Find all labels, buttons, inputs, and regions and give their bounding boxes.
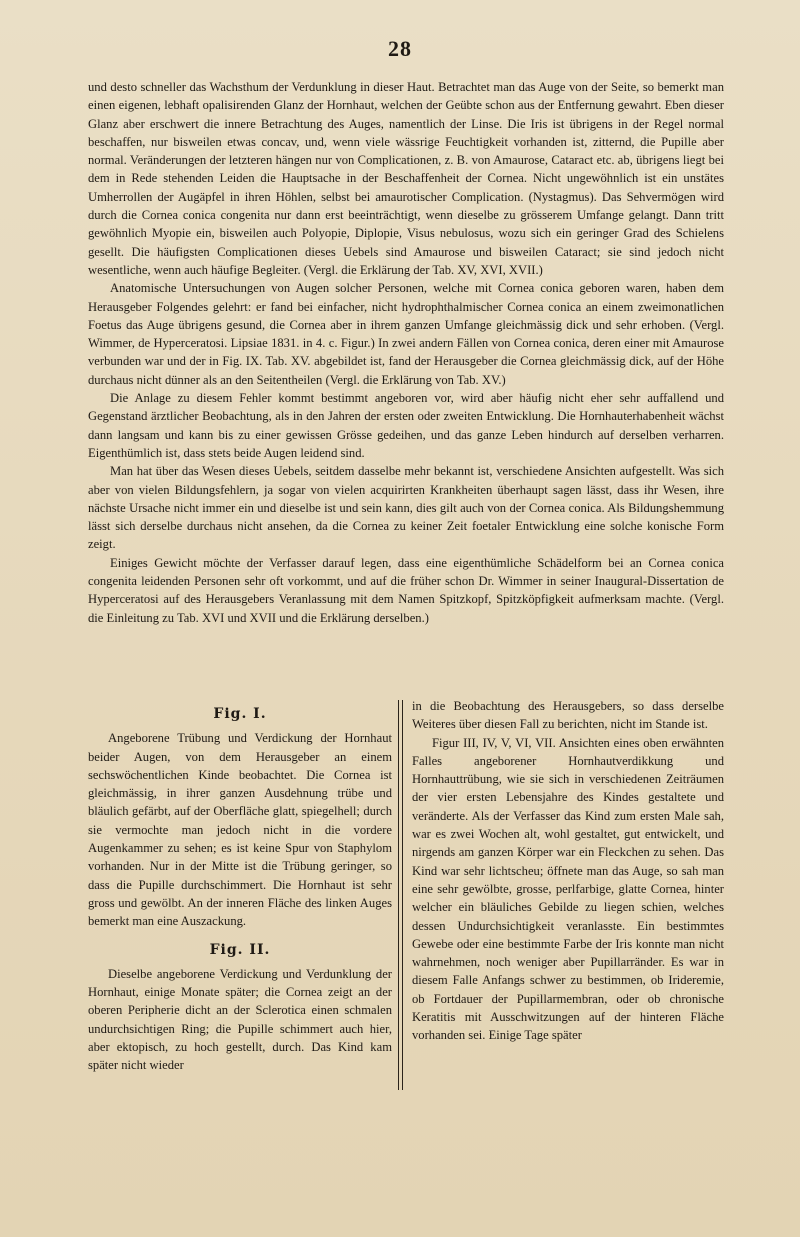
intro-paragraph: Einiges Gewicht möchte der Verfasser darauf legen, dass eine eigenthümliche Schädelform bei an Cornea conica congenita leidenden Personen sehr oft vorkommt, und auf die früher schon Dr. Wimmer in seiner Inaugural-Dissertation de Hyperceratosi auf des Herausgebers Veranlassung mit dem Namen Spitzkopf, Spitzköpfigkeit aufmerksam machte. (Vergl. die Einleitung zu Tab. XVI und XVII und die Erklärung derselben.) bbox=[88, 555, 724, 625]
fig-3-7-description: Figur III, IV, V, VI, VII. Ansichten eines oben erwähnten Falles angeborener Hornhautverdikkung und Hornhauttrübung, wie sie sich in verschiedenen Zeiträumen der vier ersten Lebensjahre des Kindes gestaltete und veränderte. Als der Verfasser das Kind zum ersten Male sah, war es zwei Wochen alt, wohl gestaltet, gut entwickelt, und nirgends am ganzen Körper war ein Fleckchen zu sehen. Das Kind war sehr lichtscheu; öffnete man das Auge, so sah man eine sehr gewölbte, grosse, perlfarbige, glatte Cornea, hinter welcher ein bläuliches Gebilde zu liegen schien, welches dessen Undurchsichtigkeit veranlasste. Ein bestimmtes Gewebe oder eine bestimmte Farbe der Iris konnte man nicht wahrnehmen, noch weniger aber Pupillarränder. Es war in diesem Falle Anfangs schwer zu bestimmen, ob Irideremie, ob Fortdauer der Pupillarmembran, oder ob chronische Keratitis mit Ausschwitzungen auf der hinteren Fläche vorhanden sei. Einige Tage später bbox=[412, 735, 724, 1043]
fig-1-description: Angeborene Trübung und Verdickung der Hornhaut beider Augen, von dem Herausgeber an einem sechswöchentlichen Kinde beobachtet. Die Cornea ist gleichmässig, in ihrer ganzen Ausdehnung trübe und bläulich gefärbt, auf der Oberfläche glatt, spiegelhell; durch sie vermochte man jedoch nicht in die vordere Augenkammer zu sehen; es ist keine Spur von Staphylom vorhanden. Nur in der Mitte ist die Trübung geringer, so dass die Pupille durchschimmert. Die Hornhaut ist sehr gross und gewölbt. An der inneren Fläche des linken Auges bemerkt man eine Auszackung. bbox=[88, 731, 392, 929]
intro-paragraph: Man hat über das Wesen dieses Uebels, seitdem dasselbe mehr bekannt ist, verschiedene Ansichten aufgestellt. Was sich aber von vielen Bildungsfehlern, ja sogar von vielen acquirirten Krankheiten überhaupt sagen lässt, dass ihr Wesen, ihre nächste Ursache nicht immer ein und dieselbe ist und sein kann, dies gilt auch von der Cornea conica. Als Bildungshemmung lässt sich derselbe durchaus nicht ansehen, da die Cornea zu keiner Zeit foetaler Entwicklung eine solche konische Form zeigt. bbox=[88, 464, 724, 552]
fig-2-continuation: in die Beobachtung des Herausgebers, so dass derselbe Weiteres über diesen Fall zu berichten, nicht im Stande ist. bbox=[412, 699, 724, 732]
left-column bbox=[88, 705, 392, 1075]
fig-2-description: Dieselbe angeborene Verdickung und Verdunklung der Hornhaut, einige Monate später; die Cornea zeigt an der oberen Peripherie dicht an der Sclerotica einen schmalen undurchsichtigen Ring; die Pupille schimmert auch hier, aber ektopisch, zu hoch gestellt, durch. Das Kind kam später nicht wieder bbox=[88, 966, 392, 1073]
fig-2-heading: Fig. II. bbox=[209, 941, 271, 958]
fig-1-heading: Fig. I. bbox=[213, 706, 267, 722]
intro-paragraph: und desto schneller das Wachsthum der Verdunklung in dieser Haut. Betrachtet man das Auge von der Seite, so bemerkt man einen eigenen, lebhaft opalisirenden Glanz der Hornhaut, welchen der Geübte schon aus der Entfernung gewahrt. Eben dieser Glanz aber erschwert die innere Betrachtung des Auges, namentlich der Linse. Die Iris ist übrigens in der Regel normal beschaffen, nur bisweilen etwas concav, und, wenn viele wässrige Feuchtigkeit vorhanden ist, zitternd, die Pupille aber normal. Veränderungen der letzteren hängen nur von Complicationen, z. B. von Amaurose, Cataract etc. ab, übrigens liegt bei dem in Rede stehenden Leiden die Hauptsache in der Beschaffenheit der Cornea. Nicht ungewöhnlich ist ein unstätes Umherrollen der Augäpfel in ihren Höhlen, selbst bei amaurotischer Complication. (Nystagmus). Das Sehvermögen wird durch die Cornea conica congenita nur dann erst beeinträchtigt, wenn dieselbe zu grösserem Umfange gelangt. Dann tritt gewöhnlich Myopie ein, bisweilen auch Polyopie, Diplopie, Visus nebulosus, wozu sich ein geringer Grad des Schielens gesellt. Die häufigsten Complicationen dieses Uebels sind Amaurose und bisweilen Cataract; sie sind jedoch nicht wesentliche, wenn auch häufige Begleiter. (Vergl. die Erklärung der Tab. XV, XVI, XVII.) bbox=[88, 80, 724, 277]
column-divider bbox=[398, 700, 403, 1090]
page-number: 28 bbox=[388, 36, 412, 61]
intro-text-block bbox=[88, 78, 724, 627]
right-column bbox=[412, 697, 724, 1045]
intro-paragraph: Die Anlage zu diesem Fehler kommt bestimmt angeboren vor, wird aber häufig nicht eher sehr auffallend und Gegenstand ärztlicher Beobachtung, als in den Jahren der ersten oder zweiten Entwicklung. Die Hornhauterhabenheit wächst dann langsam und kann bis zu einer gewissen Grösse gedeihen, und das ganze Leben hindurch auf derselben verharren. Eigenthümlich ist, dass stets beide Augen leidend sind. bbox=[88, 391, 724, 460]
intro-paragraph: Anatomische Untersuchungen von Augen solcher Personen, welche mit Cornea conica geboren waren, haben dem Herausgeber Folgendes gelehrt: er fand bei einfacher, nicht hydrophthalmischer Cornea conica an einem zweimonatlichen Foetus das Auge übrigens gesund, die Cornea aber in ihrem ganzen Umfange gleichmässig dick und sehr erhoben. (Vergl. Wimmer, de Hyperceratosi. Lipsiae 1831. in 4. c. Figur.) In zwei andern Fällen von Cornea conica, deren einer mit Amaurose verbunden war und der in Fig. IX. Tab. XV. abgebildet ist, fand der Herausgeber die Cornea gleichmässig dick, auf der Höhe durchaus nicht dünner als an den Seitentheilen (Vergl. die Erklärung von Tab. XV.) bbox=[88, 281, 724, 387]
